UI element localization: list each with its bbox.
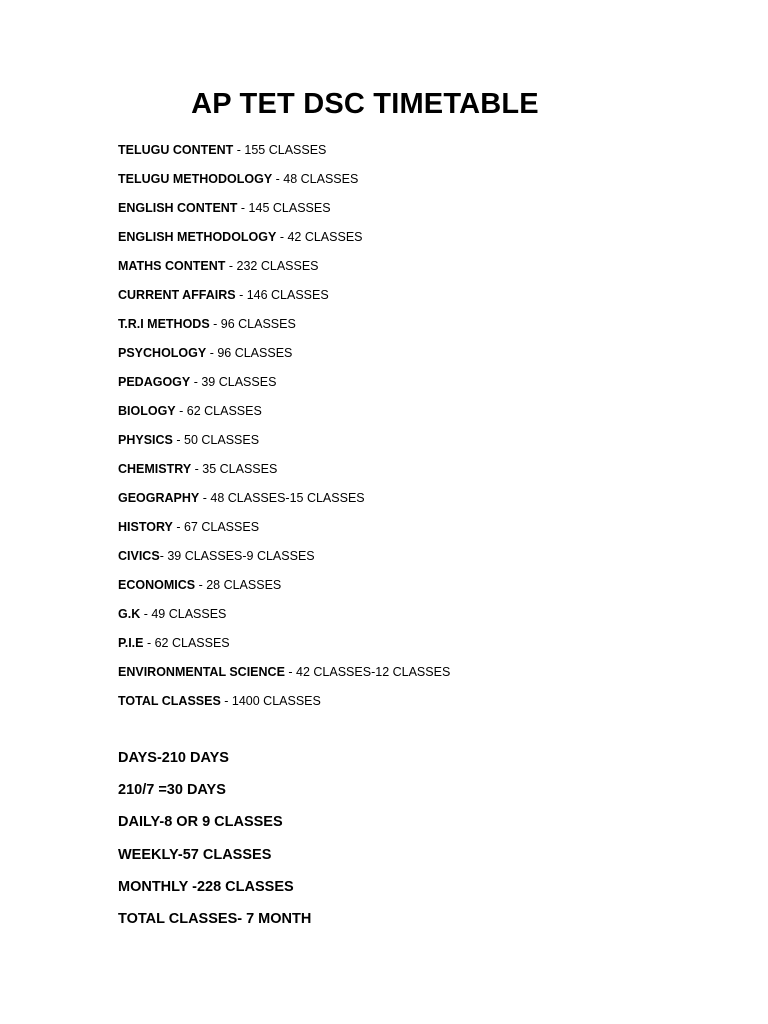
subject-detail: - 62 CLASSES: [175, 404, 262, 418]
list-item: [118, 228, 450, 257]
subject-name: MATHS CONTENT: [118, 259, 226, 273]
list-item: [118, 663, 450, 692]
list-item: [118, 141, 450, 170]
list-item: [118, 547, 450, 576]
list-item: [118, 373, 450, 402]
list-item: [118, 431, 450, 460]
summary-line: WEEKLY-57 CLASSES: [118, 846, 272, 863]
subject-detail: - 50 CLASSES: [172, 433, 260, 447]
subject-detail: - 232 CLASSES: [225, 259, 319, 273]
list-item: [118, 489, 450, 518]
list-item: [118, 576, 450, 605]
subject-detail: - 39 CLASSES: [190, 375, 277, 389]
subject-name: HISTORY: [118, 520, 173, 534]
list-item: [118, 344, 450, 373]
list-item: [118, 170, 450, 199]
summary-line: MONTHLY -228 CLASSES: [118, 878, 294, 895]
summary-line: DAYS-210 DAYS: [118, 750, 229, 766]
subject-name: P.I.E: [118, 636, 144, 650]
subject-name: ENVIRONMENTAL SCIENCE: [118, 665, 285, 679]
schedule-summary: [118, 746, 311, 939]
summary-line: TOTAL CLASSES- 7 MONTH: [118, 910, 312, 927]
subject-name: GEOGRAPHY: [118, 491, 200, 505]
subject-detail: - 48 CLASSES-15 CLASSES: [199, 491, 365, 505]
list-item: [118, 286, 450, 315]
subject-name: T.R.I METHODS: [118, 317, 210, 331]
subject-detail: - 42 CLASSES-12 CLASSES: [284, 665, 451, 679]
list-item: [118, 692, 450, 721]
subject-name: ECONOMICS: [118, 578, 196, 592]
subject-name: PHYSICS: [118, 433, 173, 447]
subject-name: ENGLISH METHODOLOGY: [118, 230, 277, 244]
list-item: [118, 257, 450, 286]
subject-name: PSYCHOLOGY: [118, 346, 207, 360]
subject-detail: - 42 CLASSES: [276, 230, 363, 244]
subject-name: CIVICS: [118, 549, 160, 563]
list-item: [118, 315, 450, 344]
subject-detail: - 67 CLASSES: [172, 520, 260, 534]
subject-detail: - 155 CLASSES: [233, 143, 327, 157]
summary-line: 210/7 =30 DAYS: [118, 782, 226, 799]
subject-name: G.K: [118, 607, 141, 621]
subject-detail: - 1400 CLASSES: [220, 694, 321, 708]
subject-detail: - 62 CLASSES: [143, 636, 230, 650]
subject-name: TOTAL CLASSES: [118, 694, 221, 708]
page-title: AP TET DSC TIMETABLE: [191, 88, 539, 120]
subject-detail: - 49 CLASSES: [140, 607, 227, 621]
list-item: [118, 199, 450, 228]
list-item: [118, 460, 450, 489]
subject-detail: - 96 CLASSES: [209, 317, 296, 331]
subject-list: [118, 141, 450, 721]
subject-detail: - 35 CLASSES: [191, 462, 278, 476]
subject-detail: - 146 CLASSES: [235, 288, 329, 302]
subject-name: CURRENT AFFAIRS: [118, 288, 236, 302]
subject-detail: - 48 CLASSES: [272, 172, 359, 186]
subject-name: TELUGU METHODOLOGY: [118, 172, 273, 186]
list-item: [118, 402, 450, 431]
subject-name: TELUGU CONTENT: [118, 143, 234, 157]
subject-detail: - 96 CLASSES: [206, 346, 293, 360]
subject-detail: - 28 CLASSES: [195, 578, 282, 592]
list-item: [118, 634, 450, 663]
list-item: [118, 605, 450, 634]
subject-name: CHEMISTRY: [118, 462, 192, 476]
subject-name: BIOLOGY: [118, 404, 176, 418]
subject-name: ENGLISH CONTENT: [118, 201, 238, 215]
subject-detail: - 145 CLASSES: [237, 201, 331, 215]
summary-line: DAILY-8 OR 9 CLASSES: [118, 814, 283, 831]
subject-detail: - 39 CLASSES-9 CLASSES: [159, 549, 315, 563]
subject-name: PEDAGOGY: [118, 375, 191, 389]
list-item: [118, 518, 450, 547]
